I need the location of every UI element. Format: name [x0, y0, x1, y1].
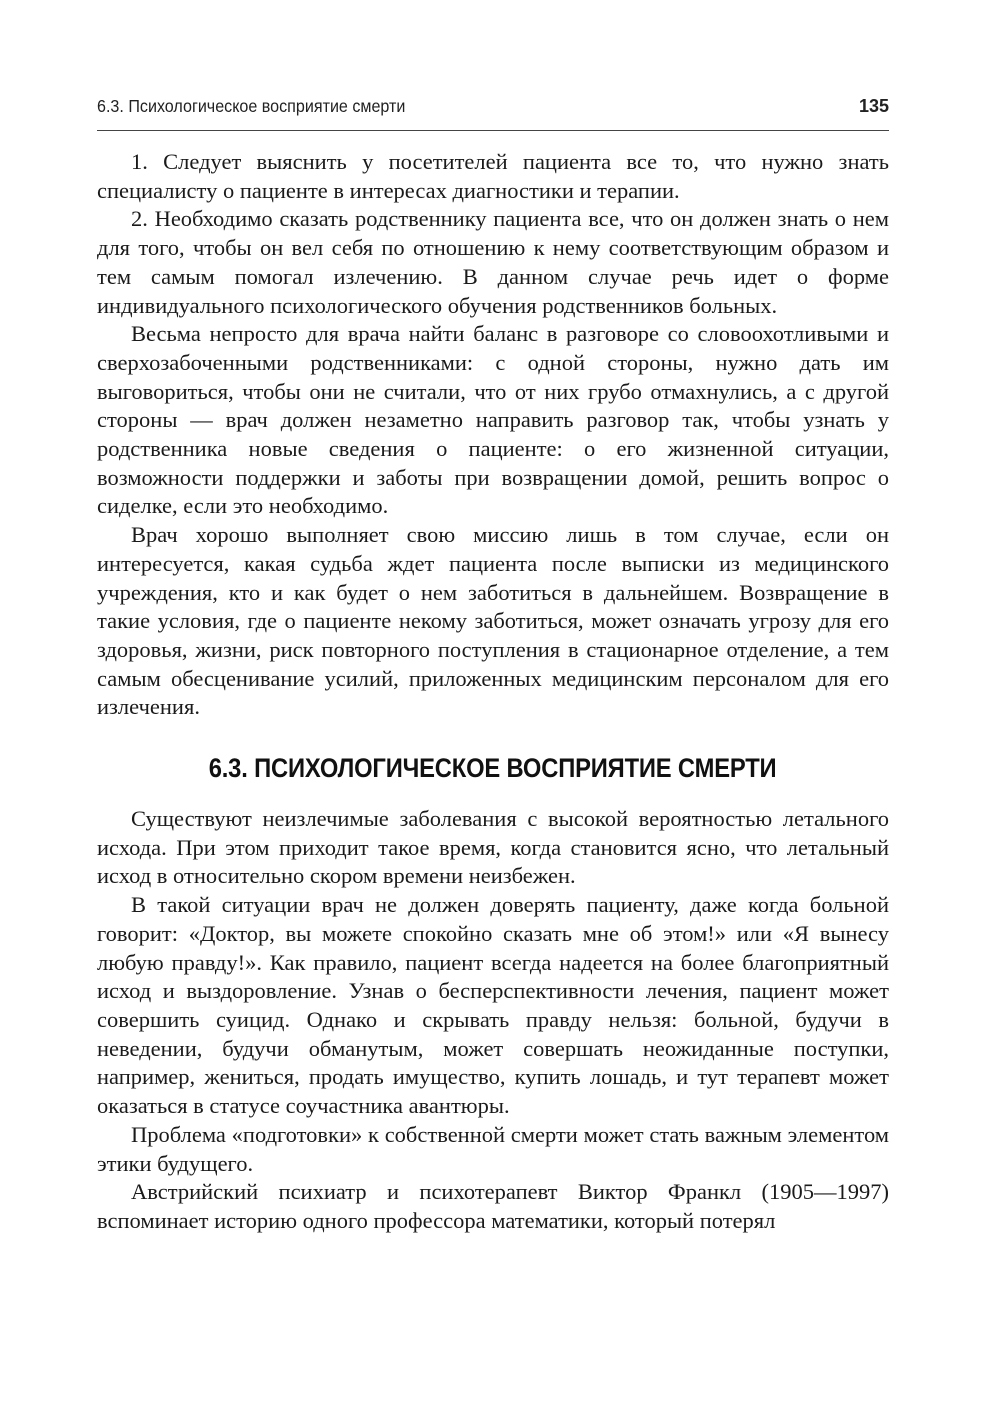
- running-header: [97, 96, 889, 131]
- paragraph: 1. Следует выяснить у посетителей пациента все то, что нужно знать специалисту о пациенте в интересах диагностики и терапии.: [97, 149, 889, 203]
- paragraph: Проблема «подготовки» к собственной смерти может стать важным элементом этики будущего.: [97, 1121, 889, 1176]
- paragraph: Врач хорошо выполняет свою миссию лишь в том случае, если он интересуется, какая судьба ждет пациента после выписки из медицинского учреждения, кто и как будет о нем заботиться в дальнейшем. Возвращение в такие условия, где о пациенте некому заботиться, может означать угрозу для его здоровья, жизни, риск повторного поступления в стационарное отделение, а тем самым обесценивание усилий, приложенных медицинским персоналом для его излечения.: [97, 522, 889, 720]
- section-heading-text: 6.3. ПСИХОЛОГИЧЕСКОЕ ВОСПРИЯТИЕ СМЕРТИ: [209, 753, 777, 784]
- paragraph: Австрийский психиатр и психотерапевт Виктор Франкл (1905—1997) вспоминает историю одного профессора математики, который потерял: [97, 1179, 889, 1233]
- paragraph: Существуют неизлечимые заболевания с высокой вероятностью летального исхода. При этом приходит такое время, когда становится ясно, что летальный исход в относительно скором времени неизбежен.: [97, 806, 889, 889]
- page-body: [97, 148, 889, 1236]
- paragraph: 2. Необходимо сказать родственнику пациента все, что он должен знать о нем для того, чтобы он вел себя по отношению к нему соответствующим образом и тем самым помогал излечению. В данном случае речь идет о форме индивидуального психологического обучения родственников больных.: [97, 206, 889, 318]
- paragraph: Весьма непросто для врача найти баланс в разговоре со словоохотливыми и сверхозабоченными родственниками: с одной стороны, нужно дать им выговориться, чтобы они не считали, что от них грубо отмахнулись, а с другой стороны — врач должен незаметно направить разговор так, чтобы узнать у родственника новые сведения о пациенте: о его жизненной ситуации, возможности поддержки и заботы при возвращении домой, решить вопрос о сиделке, если это необходимо.: [97, 321, 889, 519]
- page-number: 135: [858, 96, 889, 116]
- section-heading: [97, 752, 889, 784]
- running-title: 6.3. Психологическое восприятие смерти: [97, 96, 406, 116]
- paragraph: В такой ситуации врач не должен доверять пациенту, даже когда больной говорит: «Доктор, вы можете спокойно сказать мне об этом!» или «Я вынесу любую правду!». Как правило, пациент всегда надеется на более благоприятный исход и выздоровление. Узнав о бесперспективности лечения, пациент может совершить суицид. Однако и скрывать правду нельзя: больной, будучи в неведении, будучи обманутым, может совершать неожиданные поступки, например, жениться, продать имущество, купить лошадь, и тут терапевт может оказаться в статусе соучастника авантюры.: [97, 892, 889, 1119]
